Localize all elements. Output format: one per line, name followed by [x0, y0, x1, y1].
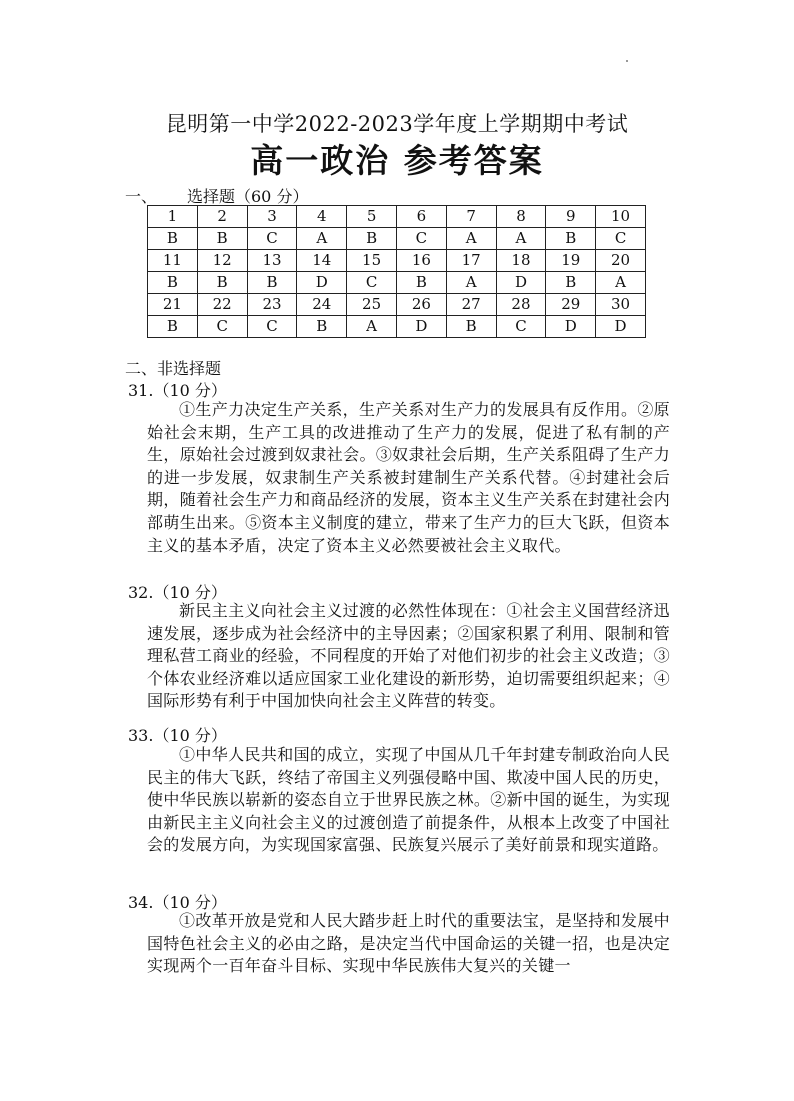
question-number-cell: 7 — [446, 206, 496, 228]
section-2-heading: 二、非选择题 — [125, 359, 222, 378]
answer-cell: C — [347, 272, 397, 294]
question-number-cell: 24 — [297, 294, 347, 316]
question-number-cell: 25 — [347, 294, 397, 316]
answer-cell: C — [396, 228, 446, 250]
question-number-cell: 8 — [496, 206, 546, 228]
answer-cell: B — [148, 272, 198, 294]
question-number-cell: 12 — [197, 250, 247, 272]
question-number-cell: 27 — [446, 294, 496, 316]
answer-cell: C — [197, 316, 247, 338]
answer-cell: B — [546, 228, 596, 250]
answer-cell: A — [347, 316, 397, 338]
answer-cell: D — [496, 272, 546, 294]
question-number-row — [148, 294, 646, 316]
question-number-cell: 22 — [197, 294, 247, 316]
question-number-cell: 29 — [546, 294, 596, 316]
question-number-row — [148, 206, 646, 228]
answer-table — [147, 205, 646, 338]
answer-cell: D — [297, 272, 347, 294]
answer-key-row — [148, 272, 646, 294]
answer-cell: B — [446, 316, 496, 338]
question-33-answer: ①中华人民共和国的成立，实现了中国从几千年封建专制政治向人民民主的伟大飞跃，终结了帝国主义列强侵略中国、欺凌中国人民的历史，使中华民族以崭新的姿态自立于世界民族之林。②新中国的诞生，为实现由新民主主义向社会主义的过渡创造了前提条件，从根本上改变了中国社会的发展方向，为实现国家富强、民族复兴展示了美好前景和现实道路。 — [147, 745, 670, 855]
answer-cell: A — [446, 272, 496, 294]
answer-cell: B — [297, 316, 347, 338]
answer-cell: B — [148, 228, 198, 250]
question-number-cell: 19 — [546, 250, 596, 272]
question-number-cell: 9 — [546, 206, 596, 228]
answer-cell: C — [596, 228, 646, 250]
question-number-cell: 13 — [247, 250, 297, 272]
answer-cell: B — [148, 316, 198, 338]
section-1-heading — [125, 184, 308, 207]
answer-cell: A — [496, 228, 546, 250]
question-32-heading: 32.（10 分） — [128, 583, 227, 602]
question-31-heading: 31.（10 分） — [128, 381, 227, 400]
section-1-number: 一、 — [125, 187, 158, 206]
answer-cell: B — [546, 272, 596, 294]
answer-cell: D — [546, 316, 596, 338]
question-number-cell: 5 — [347, 206, 397, 228]
question-33-heading: 33.（10 分） — [128, 726, 227, 745]
answer-cell: C — [496, 316, 546, 338]
answer-cell: C — [247, 316, 297, 338]
answer-cell: B — [396, 272, 446, 294]
question-number-cell: 30 — [596, 294, 646, 316]
question-number-cell: 2 — [197, 206, 247, 228]
document-title: 高一政治 参考答案 — [250, 141, 544, 180]
question-number-cell: 23 — [247, 294, 297, 316]
answer-cell: B — [197, 272, 247, 294]
answer-key-row — [148, 228, 646, 250]
question-number-cell: 15 — [347, 250, 397, 272]
question-34-answer: ①改革开放是党和人民大踏步赶上时代的重要法宝，是坚持和发展中国特色社会主义的必由之路，是决定当代中国命运的关键一招，也是决定实现两个一百年奋斗目标、实现中华民族伟大复兴的关键一 — [147, 911, 670, 976]
question-number-cell: 18 — [496, 250, 546, 272]
answer-cell: B — [247, 272, 297, 294]
answer-cell: A — [297, 228, 347, 250]
scan-dot — [626, 60, 628, 62]
question-number-cell: 14 — [297, 250, 347, 272]
answer-cell: D — [396, 316, 446, 338]
question-number-cell: 1 — [148, 206, 198, 228]
question-number-cell: 20 — [596, 250, 646, 272]
question-number-cell: 4 — [297, 206, 347, 228]
answer-cell: D — [596, 316, 646, 338]
answer-cell: B — [347, 228, 397, 250]
question-31-answer: ①生产力决定生产关系，生产关系对生产力的发展具有反作用。②原始社会末期，生产工具的改进推动了生产力的发展，促进了私有制的产生，原始社会过渡到奴隶社会。③奴隶社会后期，生产关系阻碍了生产力的进一步发展，奴隶制生产关系被封建制生产关系代替。④封建社会后期，随着社会生产力和商品经济的发展，资本主义生产关系在封建社会内部萌生出来。⑤资本主义制度的建立，带来了生产力的巨大飞跃，但资本主义的基本矛盾，决定了资本主义必然要被社会主义取代。 — [147, 400, 670, 555]
question-number-cell: 3 — [247, 206, 297, 228]
question-34-heading: 34.（10 分） — [128, 893, 227, 912]
question-number-cell: 11 — [148, 250, 198, 272]
answer-cell: C — [247, 228, 297, 250]
question-number-row — [148, 250, 646, 272]
answer-key-row — [148, 316, 646, 338]
answer-cell: A — [596, 272, 646, 294]
answer-cell: A — [446, 228, 496, 250]
question-number-cell: 26 — [396, 294, 446, 316]
question-number-cell: 21 — [148, 294, 198, 316]
question-number-cell: 17 — [446, 250, 496, 272]
question-number-cell: 10 — [596, 206, 646, 228]
question-number-cell: 16 — [396, 250, 446, 272]
question-number-cell: 6 — [396, 206, 446, 228]
section-1-label: 选择题（60 分） — [187, 187, 309, 206]
school-exam-title: 昆明第一中学2022-2023学年度上学期期中考试 — [165, 112, 629, 136]
question-32-answer: 新民主主义向社会主义过渡的必然性体现在：①社会主义国营经济迅速发展，逐步成为社会经济中的主导因素；②国家积累了利用、限制和管理私营工商业的经验，不同程度的开始了对他们初步的社会主义改造；③个体农业经济难以适应国家工业化建设的新形势，迫切需要组织起来；④国际形势有利于中国加快向社会主义阵营的转变。 — [147, 601, 670, 711]
question-number-cell: 28 — [496, 294, 546, 316]
answer-cell: B — [197, 228, 247, 250]
